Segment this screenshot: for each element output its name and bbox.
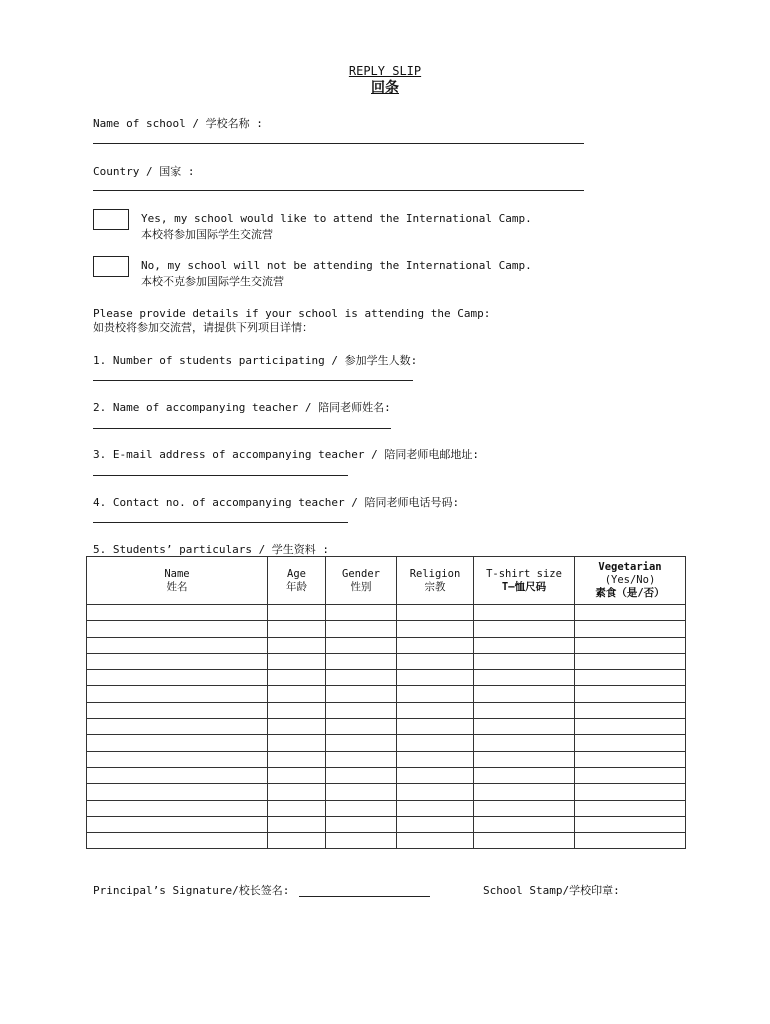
table-cell[interactable] [397, 767, 474, 783]
table-cell[interactable] [397, 719, 474, 735]
table-row [87, 637, 686, 653]
table-cell[interactable] [87, 653, 268, 669]
table-row [87, 833, 686, 849]
table-cell[interactable] [575, 605, 686, 621]
table-cell[interactable] [575, 621, 686, 637]
table-cell[interactable] [575, 767, 686, 783]
table-cell[interactable] [474, 653, 575, 669]
answer-line-3[interactable] [93, 475, 348, 476]
table-cell[interactable] [87, 670, 268, 686]
question-3: 3. E-mail address of accompanying teacher / 陪同老师电邮地址: [93, 448, 480, 461]
table-cell[interactable] [575, 833, 686, 849]
table-cell[interactable] [326, 784, 397, 800]
table-cell[interactable] [326, 735, 397, 751]
table-cell[interactable] [268, 637, 326, 653]
table-cell[interactable] [474, 621, 575, 637]
table-cell[interactable] [474, 735, 575, 751]
table-cell[interactable] [87, 637, 268, 653]
answer-line-4[interactable] [93, 522, 348, 523]
attend-no-label-zh: 本校不克参加国际学生交流营 [141, 275, 284, 288]
table-cell[interactable] [474, 637, 575, 653]
table-cell[interactable] [326, 686, 397, 702]
table-cell[interactable] [575, 686, 686, 702]
table-cell[interactable] [268, 784, 326, 800]
answer-line-1[interactable] [93, 380, 413, 381]
question-2: 2. Name of accompanying teacher / 陪同老师姓名: [93, 401, 391, 414]
table-cell[interactable] [268, 605, 326, 621]
table-cell[interactable] [268, 767, 326, 783]
table-cell[interactable] [326, 751, 397, 767]
table-cell[interactable] [87, 833, 268, 849]
table-cell[interactable] [474, 767, 575, 783]
table-cell[interactable] [474, 702, 575, 718]
table-cell[interactable] [326, 833, 397, 849]
table-row [87, 735, 686, 751]
table-cell[interactable] [575, 670, 686, 686]
attend-yes-label-zh: 本校将参加国际学生交流营 [141, 228, 273, 241]
table-cell[interactable] [397, 751, 474, 767]
header-vegetarian: Vegetarian (Yes/No) 素食（是/否） [575, 557, 686, 605]
school-name-line[interactable] [93, 143, 584, 144]
table-cell[interactable] [397, 686, 474, 702]
table-cell[interactable] [268, 653, 326, 669]
table-cell[interactable] [575, 702, 686, 718]
table-cell[interactable] [326, 719, 397, 735]
table-cell[interactable] [575, 653, 686, 669]
question-4: 4. Contact no. of accompanying teacher / 陪同老师电话号码: [93, 496, 460, 509]
table-cell[interactable] [397, 605, 474, 621]
table-row [87, 686, 686, 702]
table-cell[interactable] [87, 686, 268, 702]
table-cell[interactable] [268, 751, 326, 767]
principal-signature-line[interactable] [299, 896, 430, 897]
attend-yes-checkbox[interactable] [93, 209, 129, 230]
table-cell[interactable] [326, 702, 397, 718]
details-intro-en: Please provide details if your school is attending the Camp: [93, 307, 491, 320]
table-cell[interactable] [268, 686, 326, 702]
table-cell[interactable] [397, 816, 474, 832]
table-cell[interactable] [397, 833, 474, 849]
table-row [87, 719, 686, 735]
table-cell[interactable] [87, 767, 268, 783]
table-cell[interactable] [397, 653, 474, 669]
attend-no-label-en: No, my school will not be attending the International Camp. [141, 259, 532, 272]
table-cell[interactable] [326, 637, 397, 653]
table-cell[interactable] [87, 735, 268, 751]
table-row [87, 767, 686, 783]
table-cell[interactable] [268, 833, 326, 849]
table-cell[interactable] [397, 637, 474, 653]
table-cell[interactable] [575, 637, 686, 653]
question-1: 1. Number of students participating / 参加学生人数: [93, 354, 418, 367]
table-row [87, 605, 686, 621]
header-name: Name 姓名 [87, 557, 268, 605]
table-cell[interactable] [268, 735, 326, 751]
table-cell[interactable] [474, 800, 575, 816]
table-cell[interactable] [474, 670, 575, 686]
table-cell[interactable] [326, 800, 397, 816]
students-table [86, 556, 686, 849]
table-cell[interactable] [268, 719, 326, 735]
table-cell[interactable] [268, 621, 326, 637]
table-cell[interactable] [268, 816, 326, 832]
table-cell[interactable] [268, 670, 326, 686]
table-row [87, 800, 686, 816]
title-chinese: 回条 [371, 80, 399, 96]
table-cell[interactable] [575, 735, 686, 751]
table-row [87, 816, 686, 832]
table-cell[interactable] [575, 800, 686, 816]
table-row [87, 702, 686, 718]
country-line[interactable] [93, 190, 584, 191]
table-cell[interactable] [268, 702, 326, 718]
table-cell[interactable] [326, 653, 397, 669]
table-cell[interactable] [474, 816, 575, 832]
table-cell[interactable] [397, 621, 474, 637]
table-row [87, 784, 686, 800]
table-cell[interactable] [268, 800, 326, 816]
table-row [87, 653, 686, 669]
principal-signature-label: Principal’s Signature/校长签名: [93, 884, 290, 897]
title-english: REPLY SLIP [348, 64, 422, 78]
school-name-label: Name of school / 学校名称 : [93, 117, 263, 130]
header-age: Age 年龄 [268, 557, 326, 605]
table-row [87, 751, 686, 767]
table-cell[interactable] [474, 751, 575, 767]
details-intro-zh: 如贵校将参加交流营，请提供下列项目详情： [93, 321, 313, 334]
table-cell[interactable] [474, 686, 575, 702]
table-cell[interactable] [397, 735, 474, 751]
attend-yes-label-en: Yes, my school would like to attend the International Camp. [141, 212, 532, 225]
table-cell[interactable] [474, 833, 575, 849]
table-cell[interactable] [87, 784, 268, 800]
table-cell[interactable] [87, 719, 268, 735]
table-cell[interactable] [87, 751, 268, 767]
table-cell[interactable] [326, 767, 397, 783]
attend-no-checkbox[interactable] [93, 256, 129, 277]
table-cell[interactable] [326, 621, 397, 637]
table-cell[interactable] [575, 784, 686, 800]
table-cell[interactable] [87, 702, 268, 718]
country-label: Country / 国家 : [93, 165, 195, 178]
school-stamp-label: School Stamp/学校印章: [483, 884, 620, 897]
table-cell[interactable] [575, 816, 686, 832]
table-cell[interactable] [474, 784, 575, 800]
table-cell[interactable] [474, 719, 575, 735]
table-cell[interactable] [575, 719, 686, 735]
table-cell[interactable] [397, 670, 474, 686]
table-cell[interactable] [326, 605, 397, 621]
answer-line-2[interactable] [93, 428, 391, 429]
table-cell[interactable] [87, 800, 268, 816]
header-religion: Religion 宗教 [397, 557, 474, 605]
student-rows [87, 605, 686, 849]
table-cell[interactable] [87, 605, 268, 621]
table-row [87, 621, 686, 637]
table-cell[interactable] [87, 621, 268, 637]
table-row [87, 670, 686, 686]
table-cell[interactable] [397, 784, 474, 800]
header-gender: Gender 性别 [326, 557, 397, 605]
table-header-row [87, 557, 686, 605]
header-tshirt-size: T-shirt size T—恤尺码 [474, 557, 575, 605]
table-cell[interactable] [326, 670, 397, 686]
table-cell[interactable] [474, 605, 575, 621]
question-5: 5. Students’ particulars / 学生资料 : [93, 543, 330, 556]
table-cell[interactable] [397, 800, 474, 816]
table-cell[interactable] [575, 751, 686, 767]
table-cell[interactable] [397, 702, 474, 718]
table-cell[interactable] [326, 816, 397, 832]
table-cell[interactable] [87, 816, 268, 832]
